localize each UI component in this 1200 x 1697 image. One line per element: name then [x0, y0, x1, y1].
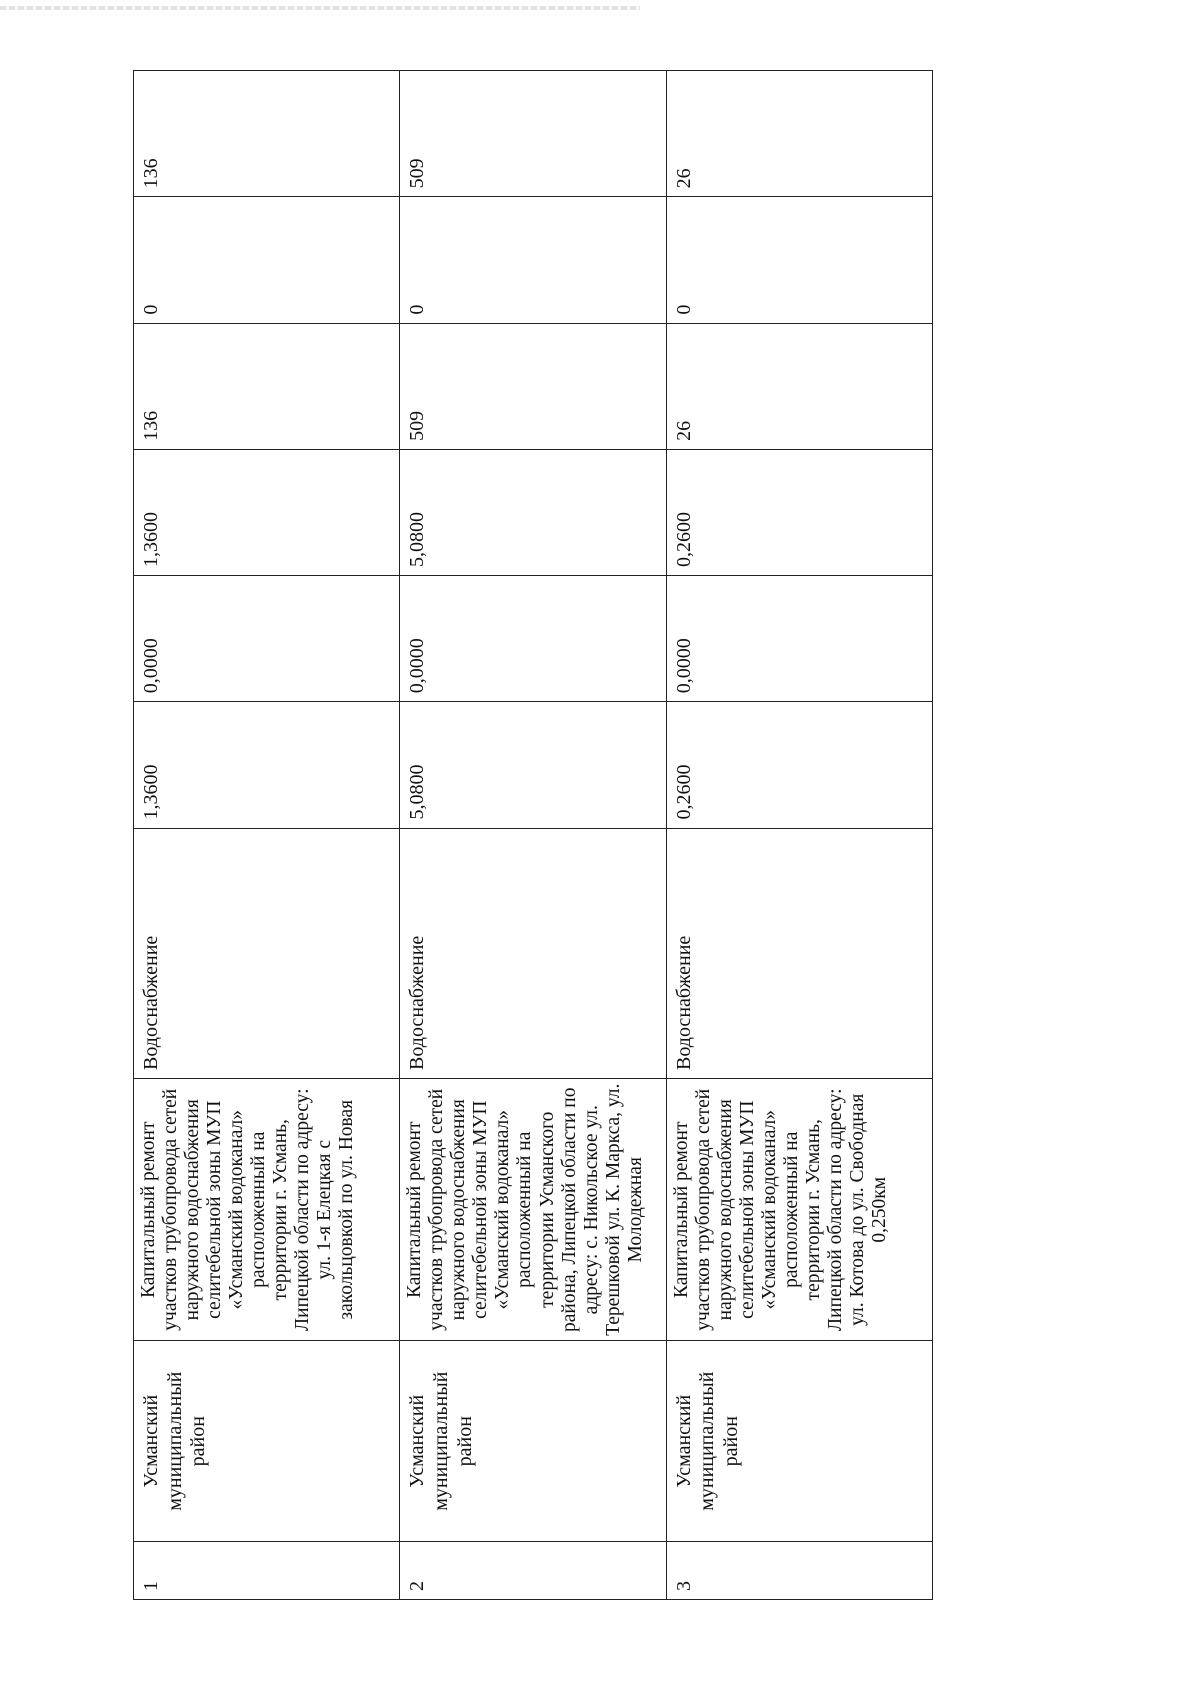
table-row [400, 71, 666, 1600]
type-cell: Водоснабжение [134, 828, 400, 1078]
value-cell: 0,0000 [134, 576, 400, 702]
row-number: 1 [134, 1541, 400, 1599]
value-cell: 5,0800 [400, 702, 666, 828]
value-cell: 0,0000 [400, 576, 666, 702]
value-cell: 509 [400, 323, 666, 449]
value-cell: 1,3600 [134, 449, 400, 575]
value-cell: 0 [134, 197, 400, 323]
value-cell: 0,0000 [666, 576, 932, 702]
value-cell: 509 [400, 71, 666, 197]
data-table [133, 70, 933, 1600]
description-cell: Капитальный ремонт участков трубопровода сетей наружного водоснабжения селитебельной зоны МУП «Усманский водоканал» расположенный на территории Усманского района, Липецкой области по адресу: с. Никольское ул. Терешковой ул. К. Маркса, ул. Молодежная [400, 1079, 666, 1342]
type-cell: Водоснабжение [400, 828, 666, 1078]
district-cell: Усманский муниципальный район [400, 1341, 666, 1541]
scan-header-noise [0, 6, 640, 10]
value-cell: 0 [400, 197, 666, 323]
description-cell: Капитальный ремонт участков трубопровода сетей наружного водоснабжения селитебельной зоны МУП «Усманский водоканал» расположенный на территории г. Усмань, Липецкой области по адресу: ул. 1-я Елецкая с закольцовкой по ул. Новая [134, 1079, 400, 1342]
value-cell: 136 [134, 323, 400, 449]
district-cell: Усманский муниципальный район [134, 1341, 400, 1541]
value-cell: 1,3600 [134, 702, 400, 828]
table-row [134, 71, 400, 1600]
value-cell: 26 [666, 323, 932, 449]
value-cell: 26 [666, 71, 932, 197]
value-cell: 5,0800 [400, 449, 666, 575]
value-cell: 136 [134, 71, 400, 197]
value-cell: 0,2600 [666, 702, 932, 828]
type-cell: Водоснабжение [666, 828, 932, 1078]
row-number: 2 [400, 1541, 666, 1599]
rotated-table-container [133, 70, 933, 1600]
description-cell: Капитальный ремонт участков трубопровода сетей наружного водоснабжения селитебельной зоны МУП «Усманский водоканал» расположенный на территории г. Усмань, Липецкой области по адресу: ул. Котова до ул. Свободная 0,250км [666, 1079, 932, 1342]
district-cell: Усманский муниципальный район [666, 1341, 932, 1541]
value-cell: 0 [666, 197, 932, 323]
row-number: 3 [666, 1541, 932, 1599]
table-row [666, 71, 932, 1600]
value-cell: 0,2600 [666, 449, 932, 575]
